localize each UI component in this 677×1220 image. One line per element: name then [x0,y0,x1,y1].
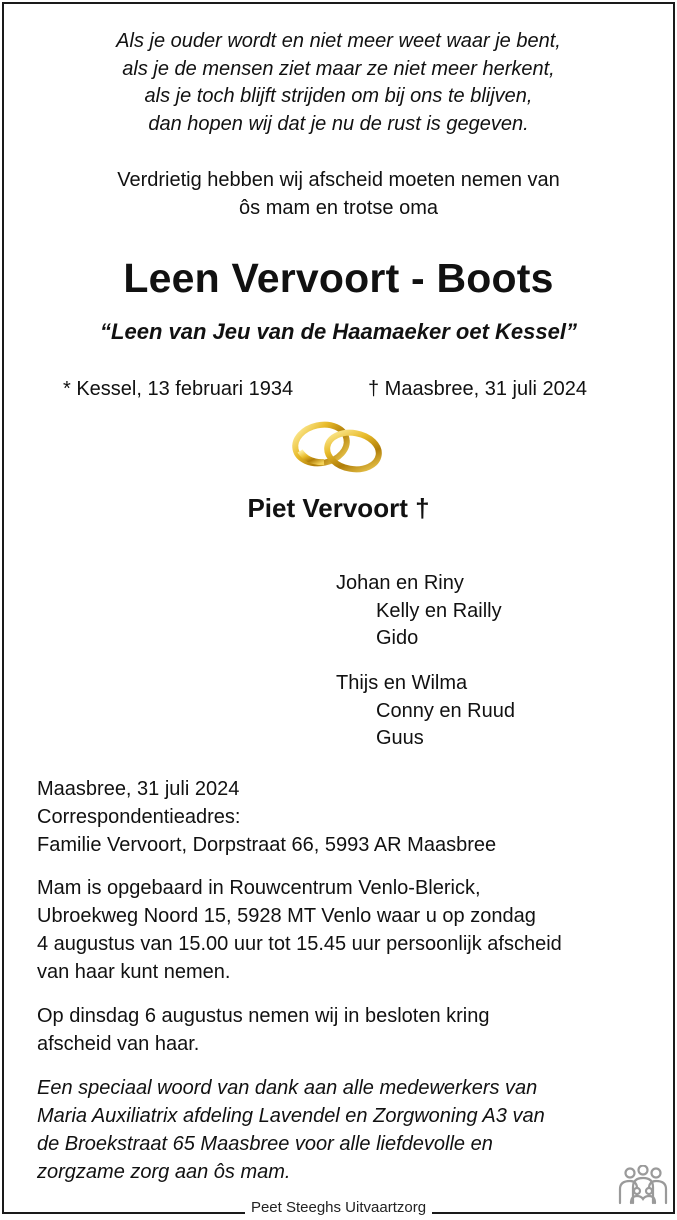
family-group [336,670,515,753]
poem-line: als je de mensen ziet maar ze niet meer herkent, [122,57,555,80]
poem-line: dan hopen wij dat je nu de rust is gegeven. [148,112,529,135]
intro-line: ôs mam en trotse oma [239,197,438,219]
text-line: Correspondentieadres: [37,806,241,828]
text-line: de Broekstraat 65 Maasbree voor alle liefdevolle en [37,1133,493,1155]
text-line: Maasbree, 31 juli 2024 [37,778,240,800]
family-child: Gido [376,627,419,649]
family-child: Kelly en Railly [376,599,502,622]
spouse-name: Piet Vervoort † [247,493,430,523]
poem-line: als je toch blijft strijden om bij ons te blijven, [144,85,533,107]
text-line: Maria Auxiliatrix afdeling Lavendel en Zorgwoning A3 van [37,1105,545,1127]
wedding-rings-icon [288,418,388,478]
text-line: zorgzame zorg aan ôs mam. [37,1161,291,1183]
poem [0,28,677,138]
family-child: Conny en Ruud [376,699,515,722]
funeral-director-name: Peet Steeghs Uitvaartzorg [245,1197,432,1219]
text-line: 4 augustus van 15.00 uur tot 15.45 uur persoonlijk afscheid [37,933,562,955]
intro-line: Verdrietig hebben wij afscheid moeten nemen van [117,169,560,191]
text-line: Op dinsdag 6 augustus nemen wij in besloten kring [37,1005,490,1027]
funeral-block [37,1002,637,1058]
family-child: Guus [376,727,424,749]
family-group [336,570,502,653]
announcement-intro [0,166,677,222]
thanks-block [37,1074,637,1186]
text-line: Mam is opgebaard in Rouwcentrum Venlo-Blerick, [37,877,481,899]
deceased-name: Leen Vervoort - Boots [123,255,554,301]
death-info: † Maasbree, 31 juli 2024 [368,378,588,400]
deceased-nickname: “Leen van Jeu van de Haamaeker oet Kessel” [100,319,577,344]
text-line: van haar kunt nemen. [37,961,231,983]
text-line: Ubroekweg Noord 15, 5928 MT Venlo waar u op zondag [37,905,536,927]
poem-line: Als je ouder wordt en niet meer weet waar je bent, [116,30,561,52]
family-parents: Johan en Riny [336,572,464,594]
family-parents: Thijs en Wilma [336,672,468,694]
text-line: Een speciaal woord van dank aan alle medewerkers van [37,1077,538,1099]
footer [0,1197,677,1219]
text-line: Familie Vervoort, Dorpstraat 66, 5993 AR Maasbree [37,834,497,856]
viewing-block [37,874,637,986]
text-line: afscheid van haar. [37,1033,200,1055]
correspondence-block [37,775,637,859]
birth-info: * Kessel, 13 februari 1934 [63,378,294,400]
